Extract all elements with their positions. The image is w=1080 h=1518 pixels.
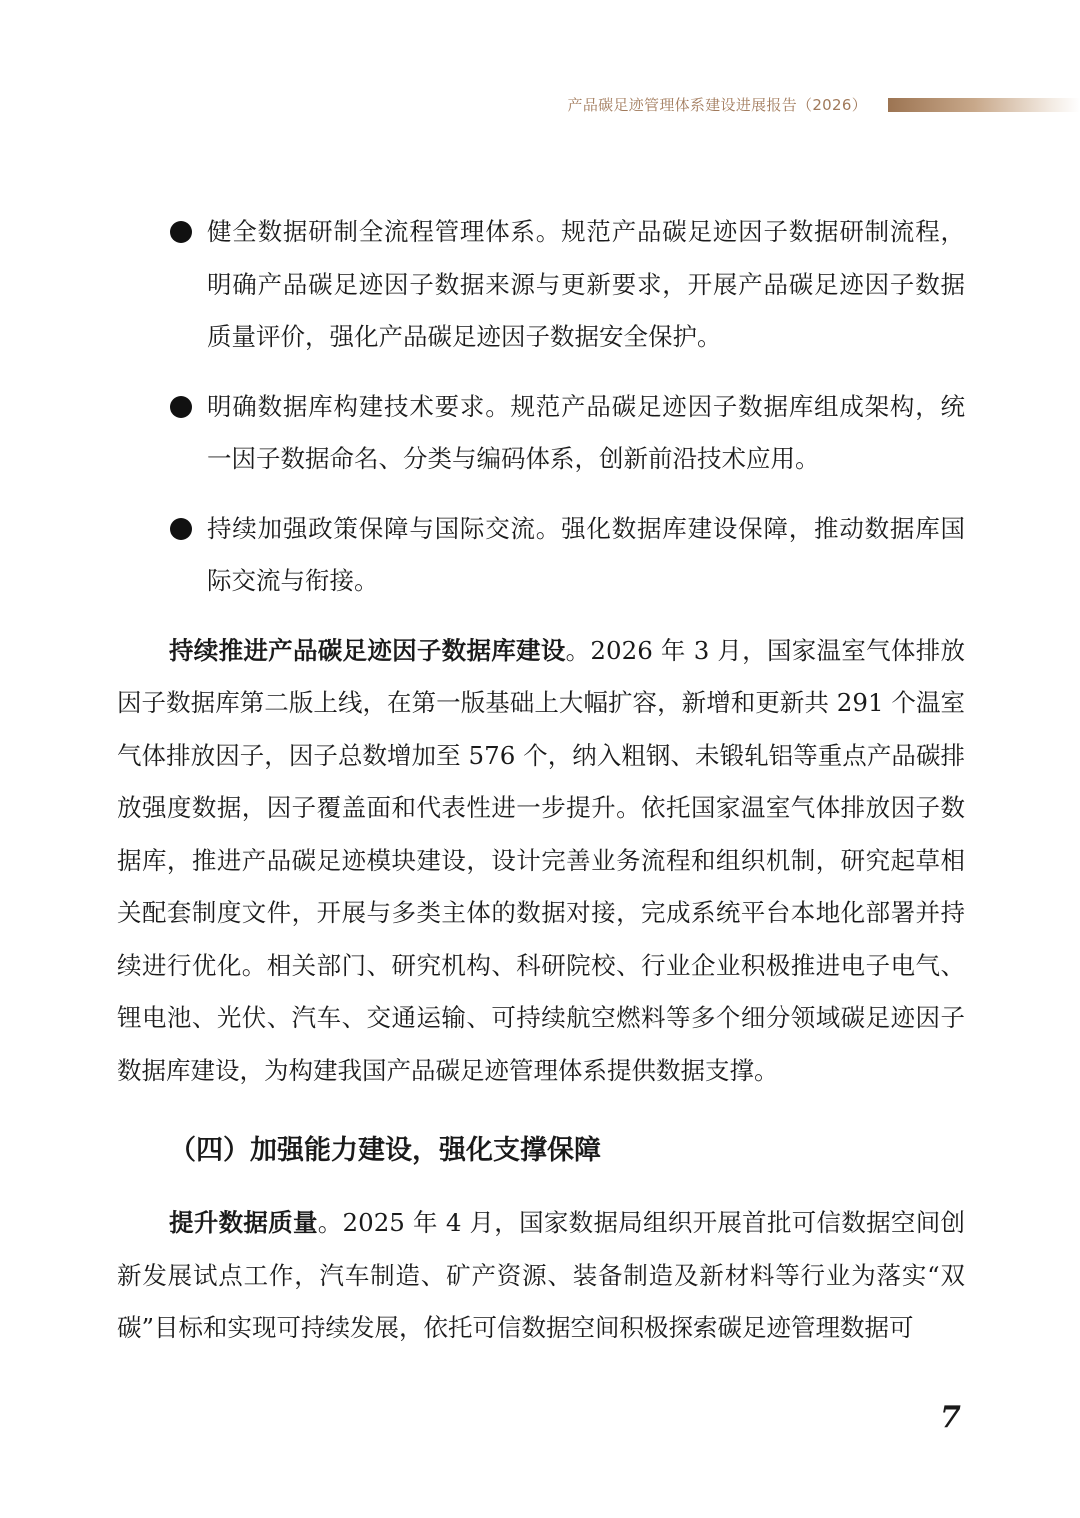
bullet-item bbox=[117, 206, 965, 364]
bullet-dot-icon bbox=[170, 518, 192, 540]
paragraph-factor-database bbox=[117, 625, 965, 1098]
paragraph-lead: 持续推进产品碳足迹因子数据库建设 bbox=[169, 635, 566, 665]
bullet-dot-icon bbox=[170, 221, 192, 243]
bullet-text: 明确数据库构建技术要求。规范产品碳足迹因子数据库组成架构，统一因子数据命名、分类与编码体系，创新前沿技术应用。 bbox=[207, 391, 965, 473]
bullet-item bbox=[117, 503, 965, 608]
header-decorative-bar bbox=[888, 98, 1080, 112]
page-number: 7 bbox=[940, 1400, 961, 1435]
paragraph-lead: 提升数据质量 bbox=[169, 1208, 318, 1237]
report-title: 产品碳足迹管理体系建设进展报告（2026） bbox=[567, 96, 867, 114]
paragraph-data-quality bbox=[117, 1197, 965, 1355]
running-header bbox=[0, 94, 1080, 118]
paragraph-body: 。2026 年 3 月，国家温室气体排放因子数据库第二版上线，在第一版基础上大幅扩容，新增和更新共 291 个温室气体排放因子，因子总数增加至 576 个，纳入粗钢、未锻轧铝等重点产品碳排放强度数据，因子覆盖面和代表性进一步提升。依托国家温室气体排放因子数据库，推进产品碳足迹模块建设，设计完善业务流程和组织机制，研究起草相关配套制度文件，开展与多类主体的数据对接，完成系统平台本地化部署并持续进行优化。相关部门、研究机构、科研院校、行业企业积极推进电子电气、锂电池、光伏、汽车、交通运输、可持续航空燃料等多个细分领域碳足迹因子数据库建设，为构建我国产品碳足迹管理体系提供数据支撑。 bbox=[117, 635, 965, 1085]
section-heading: （四）加强能力建设，强化支撑保障 bbox=[169, 1135, 601, 1166]
bullet-dot-icon bbox=[170, 396, 192, 418]
bullet-item bbox=[117, 381, 965, 486]
paragraph-body: 。2025 年 4 月，国家数据局组织开展首批可信数据空间创新发展试点工作，汽车制造、矿产资源、装备制造及新材料等行业为落实“双碳”目标和实现可持续发展，依托可信数据空间积极探索碳足迹管理数据可 bbox=[117, 1208, 965, 1342]
bullet-text: 健全数据研制全流程管理体系。规范产品碳足迹因子数据研制流程，明确产品碳足迹因子数据来源与更新要求，开展产品碳足迹因子数据质量评价，强化产品碳足迹因子数据安全保护。 bbox=[207, 217, 965, 351]
bullet-text: 持续加强政策保障与国际交流。强化数据库建设保障，推动数据库国际交流与衔接。 bbox=[207, 513, 965, 595]
page-content bbox=[117, 206, 965, 1355]
